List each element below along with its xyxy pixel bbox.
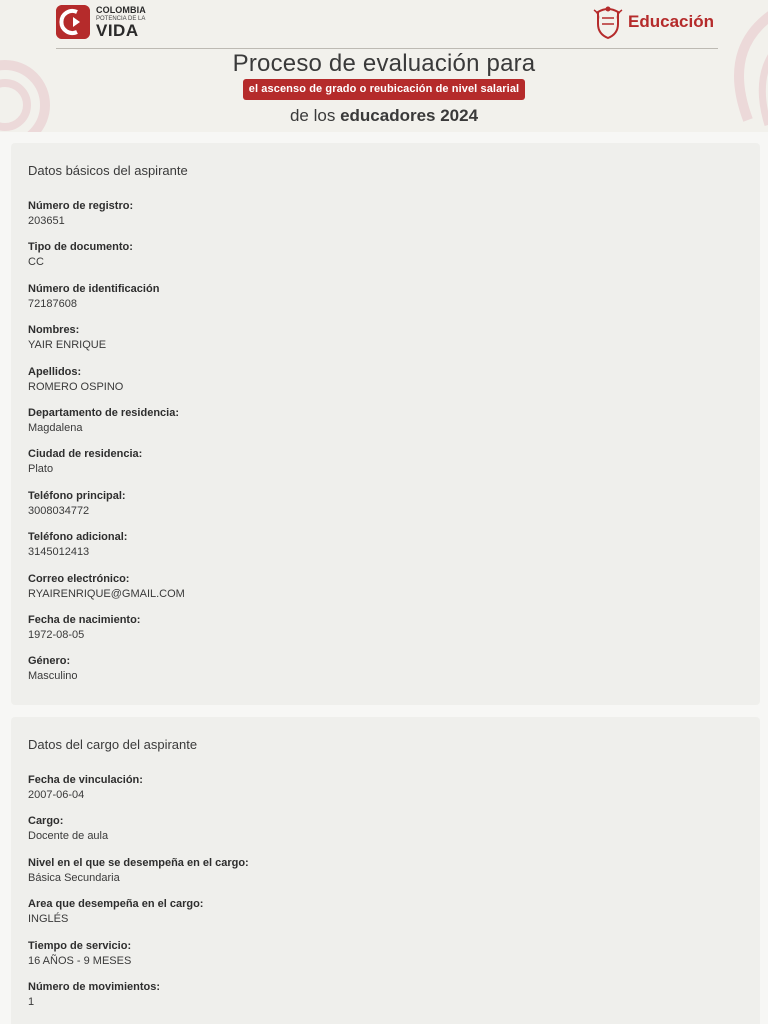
- field-value: ROMERO OSPINO: [28, 380, 124, 393]
- field-label: Departamento de residencia:: [28, 406, 179, 419]
- field-label: Fecha de vinculación:: [28, 774, 143, 786]
- field-label: Número de registro:: [28, 200, 134, 212]
- field-hire-date: [28, 773, 750, 814]
- field-label: Ciudad de residencia:: [28, 448, 143, 461]
- field-label: Número de movimientos:: [28, 980, 161, 993]
- field-label: Número de identificación: [28, 282, 160, 295]
- field-area: [28, 897, 750, 938]
- colombia-potencia-de-la-vida-logo: [56, 5, 146, 39]
- coat-of-arms-icon: [592, 4, 624, 40]
- logo-line-1: COLOMBIA: [96, 4, 146, 15]
- position-data-fields: [28, 773, 750, 1021]
- field-value: Masculino: [28, 670, 78, 683]
- field-department: [28, 406, 750, 447]
- field-label: Fecha de nacimiento:: [28, 613, 141, 626]
- field-value: 203651: [28, 215, 65, 227]
- field-value: 1: [28, 995, 35, 1008]
- field-service-time: [28, 939, 750, 980]
- field-registration-number: [28, 199, 750, 240]
- field-additional-phone: [28, 530, 750, 571]
- field-value: YAIR ENRIQUE: [28, 339, 107, 352]
- subtitle-bold: educadores 2024: [340, 106, 479, 125]
- position-data-card: [11, 717, 760, 1024]
- field-label: Correo electrónico:: [28, 572, 130, 585]
- field-city: [28, 447, 750, 488]
- field-value: 16 AÑOS - 9 MESES: [28, 954, 132, 967]
- educacion-logo: [592, 4, 714, 40]
- field-value: 3008034772: [28, 504, 90, 517]
- field-email: [28, 572, 750, 613]
- basic-data-fields: [28, 199, 750, 696]
- page-header: [0, 0, 768, 132]
- page-subtitle: [0, 106, 768, 126]
- field-label: Teléfono principal:: [28, 489, 126, 502]
- field-label: Género:: [28, 655, 71, 668]
- colombia-logo-mark-icon: [56, 5, 90, 39]
- field-label: Nombres:: [28, 324, 80, 337]
- field-level: [28, 856, 750, 897]
- field-value: Plato: [28, 463, 54, 476]
- field-surnames: [28, 365, 750, 406]
- basic-data-title: Datos básicos del aspirante: [28, 163, 188, 178]
- field-label: Teléfono adicional:: [28, 531, 128, 544]
- field-label: Tipo de documento:: [28, 241, 133, 254]
- field-value: Docente de aula: [28, 830, 109, 843]
- field-value: 2007-06-04: [28, 789, 85, 801]
- field-main-phone: [28, 489, 750, 530]
- field-value: Básica Secundaria: [28, 871, 120, 884]
- field-value: CC: [28, 256, 44, 269]
- educacion-label: Educación: [628, 12, 714, 31]
- page-title: Proceso de evaluación para: [232, 50, 536, 77]
- subtitle-prefix: de los: [289, 106, 341, 125]
- field-value: INGLÉS: [28, 913, 69, 926]
- logo-line-3: VIDA: [96, 20, 139, 40]
- basic-data-card: [11, 143, 760, 705]
- field-label: Area que desempeña en el cargo:: [28, 898, 204, 911]
- field-value: 72187608: [28, 297, 77, 310]
- title-badge: el ascenso de grado o reubicación de nivel salarial: [243, 79, 525, 100]
- field-names: [28, 323, 750, 364]
- field-position: [28, 814, 750, 855]
- logo-line-2: POTENCIA DE LA: [96, 15, 146, 22]
- field-value: RYAIRENRIQUE@GMAIL.COM: [28, 587, 185, 600]
- field-value: 3145012413: [28, 546, 90, 559]
- field-document-type: [28, 240, 750, 281]
- field-label: Cargo:: [28, 815, 64, 828]
- field-label: Apellidos:: [28, 365, 82, 378]
- field-id-number: [28, 282, 750, 323]
- field-birth-date: [28, 613, 750, 654]
- header-divider: [56, 48, 718, 49]
- field-label: Nivel en el que se desempeña en el cargo:: [28, 856, 249, 869]
- field-movements: [28, 980, 750, 1021]
- field-gender: [28, 654, 750, 695]
- field-label: Tiempo de servicio:: [28, 939, 132, 952]
- field-value: Magdalena: [28, 421, 83, 434]
- position-data-title: Datos del cargo del aspirante: [28, 737, 198, 752]
- field-value: 1972-08-05: [28, 628, 85, 641]
